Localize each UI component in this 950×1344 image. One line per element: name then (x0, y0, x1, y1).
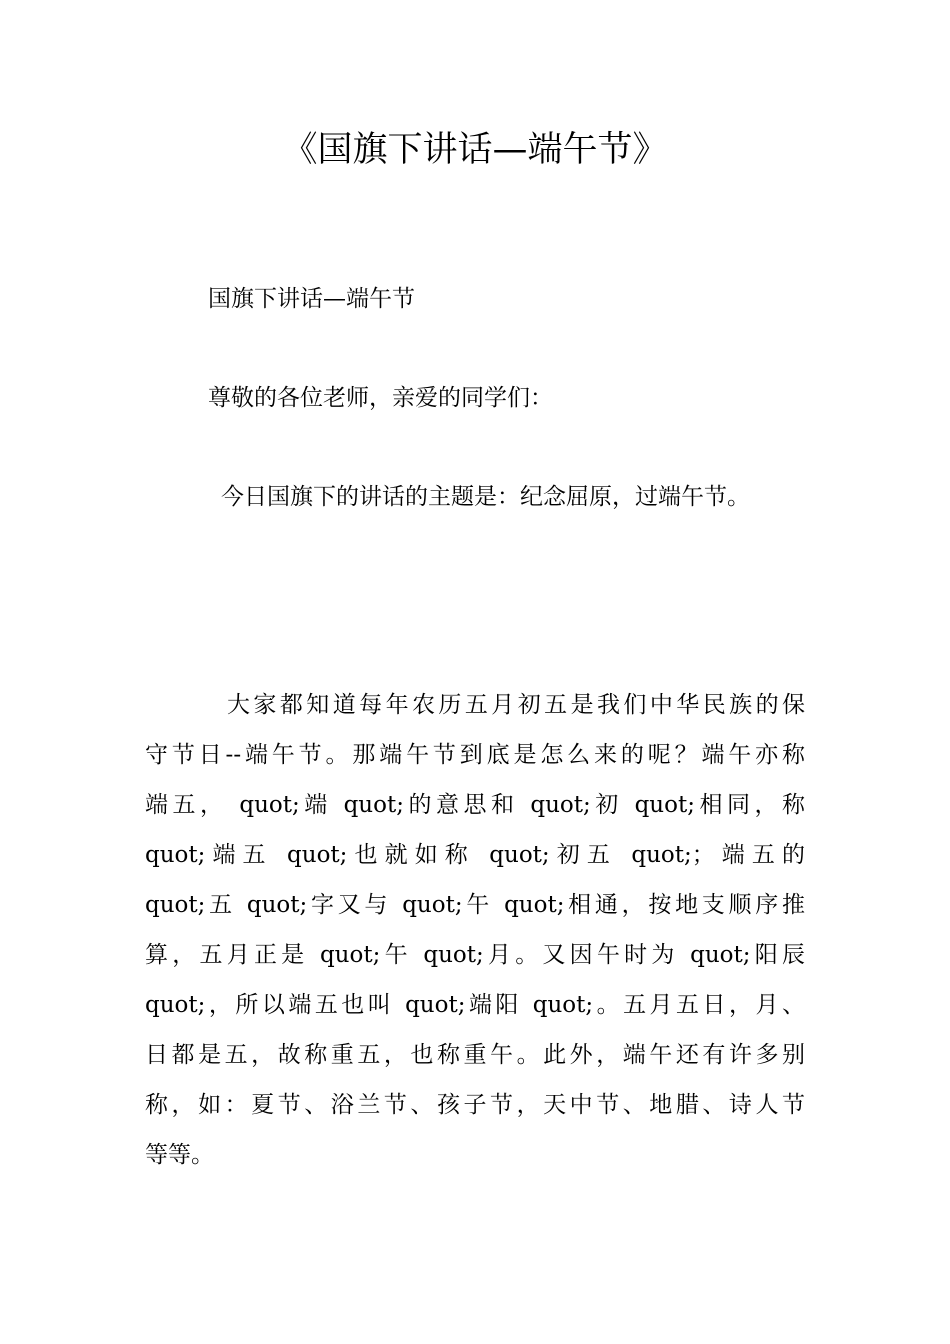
document-title: 《国旗下讲话—端午节》 (282, 130, 668, 170)
paragraph-line: 算，五月正是 quot;午 quot;月。又因午时为 quot;阳辰 (145, 942, 805, 968)
paragraph-line: quot;五 quot;字又与 quot;午 quot;相通，按地支顺序推 (145, 892, 805, 918)
body-paragraph (145, 680, 805, 1180)
theme-line: 今日国旗下的讲话的主题是：纪念屈原，过端午节。 (221, 484, 750, 510)
paragraph-line: 等等。 (145, 1142, 214, 1168)
salutation-line: 尊敬的各位老师，亲爱的同学们： (208, 385, 553, 411)
paragraph-line: quot;端五 quot;也就如称 quot;初五 quot;；端五的 (145, 842, 805, 868)
paragraph-line: 称，如：夏节、浴兰节、孩子节，天中节、地腊、诗人节 (145, 1092, 805, 1118)
paragraph-line: quot;，所以端五也叫 quot;端阳 quot;。五月五日，月、 (145, 992, 805, 1018)
paragraph-line: 日都是五，故称重五，也称重午。此外，端午还有许多别 (145, 1042, 805, 1068)
paragraph-line: 大家都知道每年农历五月初五是我们中华民族的保 (227, 692, 805, 718)
document-subtitle: 国旗下讲话—端午节 (208, 286, 415, 312)
paragraph-line: 端五， quot;端 quot;的意思和 quot;初 quot;相同，称 (145, 792, 805, 818)
paragraph-line: 守节日--端午节。那端午节到底是怎么来的呢？端午亦称 (145, 742, 805, 768)
